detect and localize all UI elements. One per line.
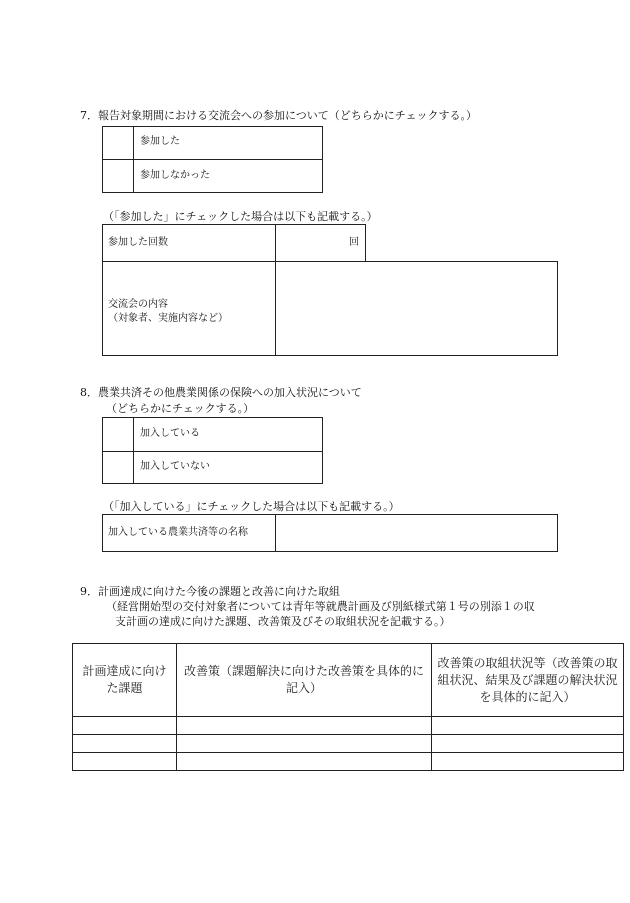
- section9-title: 9．計画達成に向けた今後の課題と改善に向けた取組: [80, 585, 340, 598]
- section7-title: 7．報告対象期間における交流会への参加について（どちらかにチェックする。）: [80, 109, 477, 122]
- section9-note-line2: 支計画の達成に向けた課題、改善策及びその取組状況を記載する。）: [115, 615, 451, 628]
- section8-note: （「加入している」にチェックした場合は以下も記載する。）: [103, 500, 400, 513]
- insurance-name-label: 加入している農業共済等の名称: [108, 527, 248, 538]
- count-input[interactable]: [277, 225, 342, 261]
- divider: [102, 159, 323, 160]
- divider: [275, 514, 276, 552]
- header-issue: 計画達成に向けた課題: [73, 644, 177, 717]
- improvement-cell[interactable]: [177, 735, 432, 753]
- table-row: [73, 753, 624, 771]
- section9-note-line1: （経営開始型の交付対象者については青年等就農計画及び別紙様式第１号の別添１の収: [106, 600, 535, 613]
- improvement-cell[interactable]: [177, 753, 432, 771]
- option-not-enrolled: 加入していない: [140, 461, 210, 472]
- option-not-participated: 参加しなかった: [140, 170, 210, 181]
- divider: [133, 417, 134, 484]
- content-input[interactable]: [277, 262, 556, 355]
- section8-subtitle: （どちらかにチェックする。）: [106, 402, 255, 415]
- option-participated: 参加した: [140, 136, 180, 147]
- issues-table-header: [73, 644, 624, 717]
- status-cell[interactable]: [432, 735, 624, 753]
- header-status: 改善策の取組状況等（改善策の取組状況、結果及び課題の解決状況を具体的に記入）: [432, 644, 624, 717]
- insurance-name-input[interactable]: [277, 515, 556, 551]
- divider: [133, 126, 134, 193]
- count-unit: 回: [349, 237, 359, 248]
- issue-cell[interactable]: [73, 735, 177, 753]
- divider: [102, 451, 323, 452]
- section8-title: 8．農業共済その他農業関係の保険への加入状況について: [80, 386, 362, 399]
- status-cell[interactable]: [432, 717, 624, 735]
- count-label: 参加した回数: [108, 237, 168, 248]
- content-label-sub: （対象者、実施内容など）: [108, 313, 228, 324]
- status-cell[interactable]: [432, 753, 624, 771]
- header-improvement: 改善策（課題解決に向けた改善策を具体的に記入）: [177, 644, 432, 717]
- section7-note: （「参加した」にチェックした場合は以下も記載する。）: [103, 210, 378, 223]
- improvement-cell[interactable]: [177, 717, 432, 735]
- content-label: 交流会の内容: [108, 299, 168, 310]
- checkbox-not-enrolled[interactable]: [103, 452, 132, 483]
- issue-cell[interactable]: [73, 717, 177, 735]
- option-enrolled: 加入している: [140, 428, 200, 439]
- checkbox-not-participated[interactable]: [103, 160, 132, 192]
- table-row: [73, 735, 624, 753]
- checkbox-enrolled[interactable]: [103, 418, 132, 450]
- table-row: [73, 717, 624, 735]
- checkbox-participated[interactable]: [103, 127, 132, 158]
- issue-cell[interactable]: [73, 753, 177, 771]
- issues-table: [72, 643, 624, 771]
